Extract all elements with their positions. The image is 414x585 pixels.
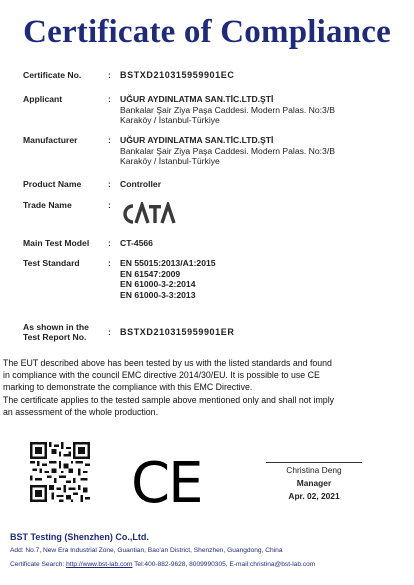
- manufacturer-address-1: Bankalar Şair Ziya Paşa Caddesi. Modern Palas. No:3/B: [120, 145, 335, 156]
- footer-company: BST Testing (Shenzhen) Co.,Ltd.: [10, 532, 149, 542]
- statement-line: The certificate applies to the tested sample above mentioned only and shall not imply: [3, 394, 335, 405]
- colon: :: [108, 327, 111, 337]
- manufacturer-address-2: Karaköy / İstanbul-Türkiye: [120, 156, 220, 166]
- applicant-address-2: Karaköy / İstanbul-Türkiye: [120, 115, 220, 125]
- test-standard-item: EN 61000-3-2:2014: [120, 279, 196, 289]
- footer-address: Add: No.7, New Era Industrial Zone, Guantian, Bao'an District, Shenzhen, Guangdong, China: [10, 547, 283, 554]
- colon: :: [108, 200, 111, 210]
- product-name-value: Controller: [120, 179, 162, 189]
- product-name-label: Product Name: [23, 179, 82, 189]
- test-standard-list: [120, 258, 400, 300]
- main-test-model-label: Main Test Model: [23, 238, 90, 248]
- statement-line: The EUT described above has been tested by us with the listed standards and found: [3, 358, 332, 368]
- test-report-value: BSTXD210315959901ER: [120, 327, 235, 337]
- applicant-address-1: Bankalar Şair Ziya Paşa Caddesi. Modern Palas. No:3/B: [120, 104, 335, 115]
- manufacturer-label: Manufacturer: [23, 135, 78, 145]
- signer-date: Apr. 02, 2021: [288, 491, 340, 501]
- certificate-no-label: Certificate No.: [23, 70, 82, 80]
- test-report-label: [23, 322, 103, 342]
- statement-line: marking to demonstrate the compliance with this EMC Directive.: [3, 382, 253, 393]
- main-test-model-value: CT-4566: [120, 238, 153, 248]
- signature-block: [266, 462, 362, 503]
- test-standard-item: EN 61000-3-3:2013: [120, 289, 196, 300]
- footer-contact: [10, 561, 315, 568]
- test-standard-label: Test Standard: [23, 258, 80, 268]
- signature-line: [266, 462, 362, 463]
- applicant-name: UĞUR AYDINLATMA SAN.TİC.LTD.ŞTİ: [120, 94, 274, 104]
- colon: :: [108, 135, 111, 145]
- certificate-title: Certificate of Compliance: [23, 14, 391, 50]
- footer-search-link[interactable]: http://www.bst-lab.com: [66, 561, 133, 568]
- test-report-label-line2: Test Report No.: [23, 332, 87, 342]
- colon: :: [108, 179, 111, 189]
- test-standard-item: EN 55015:2013/A1:2015: [120, 258, 216, 268]
- certificate-no-value: BSTXD210315959901EC: [120, 70, 235, 80]
- statement-line: an assessment of the whole production.: [3, 406, 159, 417]
- ce-mark: CE: [131, 451, 202, 516]
- colon: :: [108, 238, 111, 248]
- test-report-label-line1: As shown in the: [23, 322, 89, 332]
- colon: :: [108, 70, 111, 80]
- signer-title: Manager: [296, 478, 332, 488]
- trade-name-label: Trade Name: [23, 200, 72, 210]
- compliance-statement: [3, 357, 411, 418]
- qr-code: [30, 442, 90, 502]
- signer-name: Christina Deng: [286, 465, 342, 475]
- applicant-value: [120, 94, 400, 126]
- applicant-label: Applicant: [23, 94, 63, 104]
- footer-tel: Tel:400-882-9628, 8009990305, E-mail:christina@bst-lab.com: [134, 561, 316, 568]
- test-standard-item: EN 61547:2009: [120, 268, 181, 279]
- footer-search-label: Certificate Search:: [10, 561, 65, 568]
- cata-logo: [120, 202, 182, 226]
- manufacturer-name: UĞUR AYDINLATMA SAN.TİC.LTD.ŞTİ: [120, 135, 274, 145]
- colon: :: [108, 94, 111, 104]
- colon: :: [108, 258, 111, 268]
- manufacturer-value: [120, 135, 400, 167]
- statement-line: in compliance with the council EMC directive 2014/30/EU. It is possible to use CE: [3, 370, 320, 381]
